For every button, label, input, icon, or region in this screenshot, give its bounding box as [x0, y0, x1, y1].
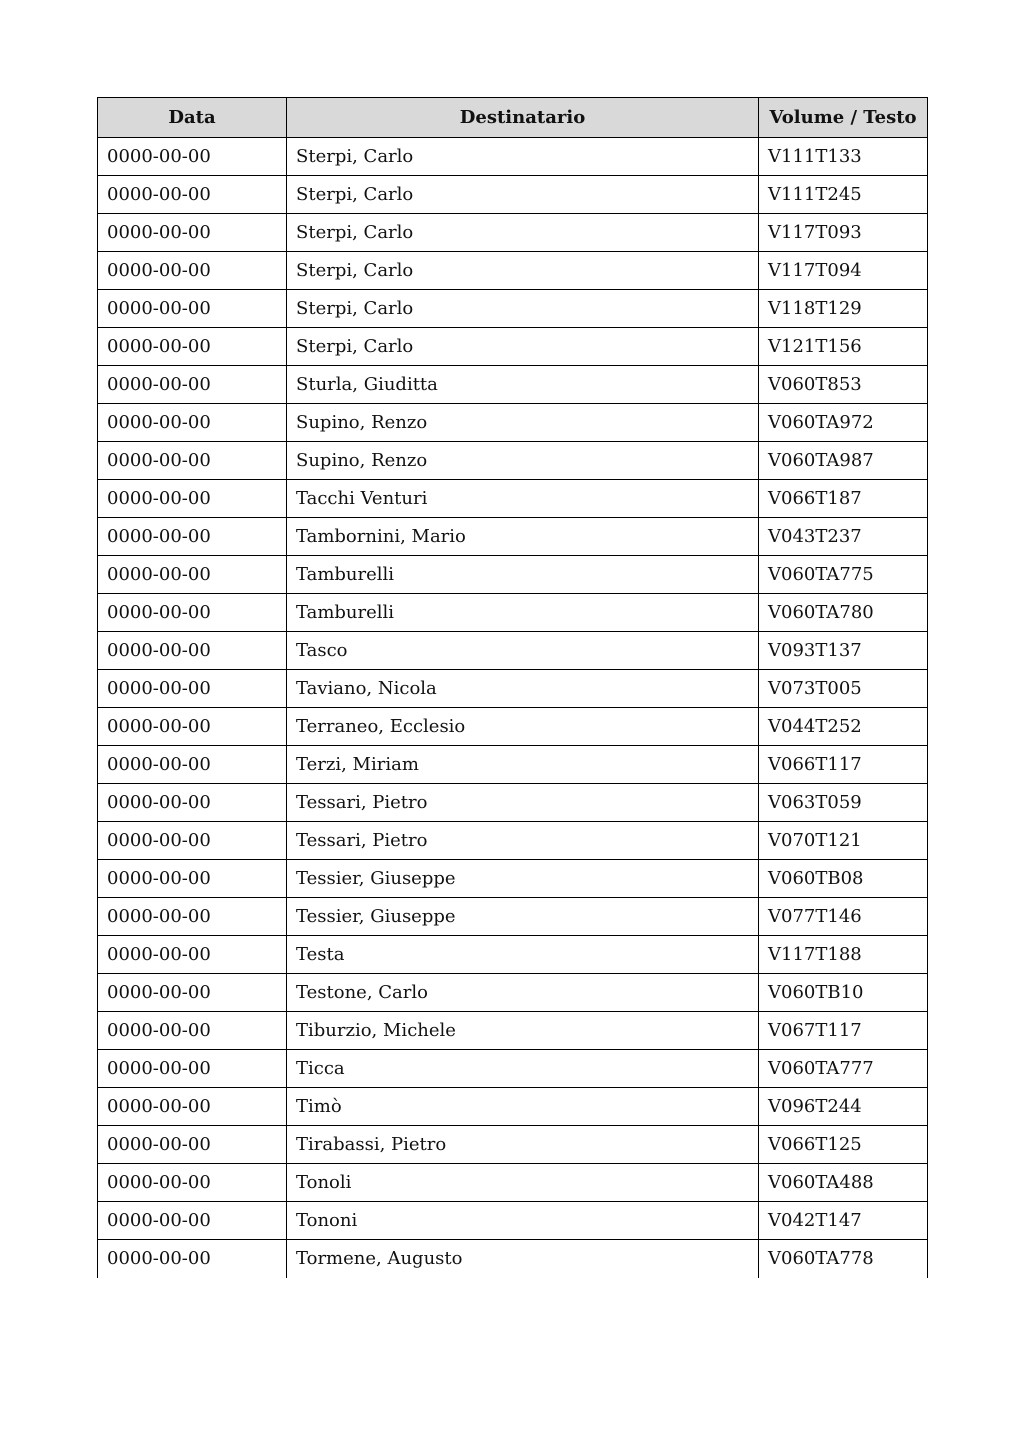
cell-recipient: Tessier, Giuseppe	[287, 898, 759, 936]
table-row	[98, 632, 928, 670]
cell-recipient: Tononi	[287, 1202, 759, 1240]
cell-date: 0000-00-00	[98, 708, 287, 746]
header-date: Data	[98, 98, 287, 138]
header-recipient: Destinatario	[287, 98, 759, 138]
cell-recipient: Tonoli	[287, 1164, 759, 1202]
cell-date: 0000-00-00	[98, 1164, 287, 1202]
cell-recipient: Tessari, Pietro	[287, 784, 759, 822]
table-row	[98, 784, 928, 822]
cell-recipient: Sterpi, Carlo	[287, 214, 759, 252]
cell-recipient: Tacchi Venturi	[287, 480, 759, 518]
cell-volume: V067T117	[759, 1012, 928, 1050]
cell-volume: V117T093	[759, 214, 928, 252]
table-row	[98, 252, 928, 290]
cell-volume: V117T188	[759, 936, 928, 974]
cell-recipient: Tamburelli	[287, 594, 759, 632]
cell-recipient: Terzi, Miriam	[287, 746, 759, 784]
cell-date: 0000-00-00	[98, 404, 287, 442]
table-row	[98, 404, 928, 442]
table-row	[98, 898, 928, 936]
cell-date: 0000-00-00	[98, 480, 287, 518]
cell-date: 0000-00-00	[98, 138, 287, 176]
cell-recipient: Terraneo, Ecclesio	[287, 708, 759, 746]
cell-date: 0000-00-00	[98, 1240, 287, 1278]
cell-recipient: Tessari, Pietro	[287, 822, 759, 860]
table-row	[98, 936, 928, 974]
cell-recipient: Ticca	[287, 1050, 759, 1088]
cell-date: 0000-00-00	[98, 328, 287, 366]
cell-date: 0000-00-00	[98, 176, 287, 214]
cell-date: 0000-00-00	[98, 632, 287, 670]
table-row	[98, 442, 928, 480]
table-row	[98, 176, 928, 214]
table-row	[98, 480, 928, 518]
cell-volume: V060TA488	[759, 1164, 928, 1202]
table-row	[98, 1240, 928, 1278]
cell-volume: V077T146	[759, 898, 928, 936]
cell-recipient: Sterpi, Carlo	[287, 138, 759, 176]
cell-volume: V121T156	[759, 328, 928, 366]
cell-recipient: Supino, Renzo	[287, 404, 759, 442]
cell-volume: V043T237	[759, 518, 928, 556]
cell-volume: V060TA775	[759, 556, 928, 594]
cell-volume: V096T244	[759, 1088, 928, 1126]
cell-recipient: Tirabassi, Pietro	[287, 1126, 759, 1164]
cell-volume: V060TB08	[759, 860, 928, 898]
table-row	[98, 138, 928, 176]
table-row	[98, 366, 928, 404]
cell-volume: V066T117	[759, 746, 928, 784]
cell-date: 0000-00-00	[98, 214, 287, 252]
cell-recipient: Testa	[287, 936, 759, 974]
cell-date: 0000-00-00	[98, 784, 287, 822]
table-row	[98, 860, 928, 898]
cell-date: 0000-00-00	[98, 974, 287, 1012]
cell-date: 0000-00-00	[98, 1126, 287, 1164]
cell-volume: V063T059	[759, 784, 928, 822]
cell-recipient: Sterpi, Carlo	[287, 290, 759, 328]
cell-volume: V111T245	[759, 176, 928, 214]
cell-date: 0000-00-00	[98, 1050, 287, 1088]
cell-date: 0000-00-00	[98, 252, 287, 290]
cell-volume: V093T137	[759, 632, 928, 670]
cell-date: 0000-00-00	[98, 518, 287, 556]
table-row	[98, 1202, 928, 1240]
table-row	[98, 290, 928, 328]
cell-volume: V117T094	[759, 252, 928, 290]
table-row	[98, 328, 928, 366]
cell-date: 0000-00-00	[98, 556, 287, 594]
cell-recipient: Tamburelli	[287, 556, 759, 594]
cell-volume: V066T187	[759, 480, 928, 518]
table-row	[98, 1126, 928, 1164]
cell-date: 0000-00-00	[98, 746, 287, 784]
cell-volume: V060TA778	[759, 1240, 928, 1278]
cell-date: 0000-00-00	[98, 936, 287, 974]
cell-recipient: Sterpi, Carlo	[287, 176, 759, 214]
cell-recipient: Tasco	[287, 632, 759, 670]
cell-date: 0000-00-00	[98, 1202, 287, 1240]
cell-recipient: Sturla, Giuditta	[287, 366, 759, 404]
table-row	[98, 670, 928, 708]
cell-date: 0000-00-00	[98, 822, 287, 860]
table-row	[98, 556, 928, 594]
cell-date: 0000-00-00	[98, 1088, 287, 1126]
cell-volume: V073T005	[759, 670, 928, 708]
cell-volume: V060TB10	[759, 974, 928, 1012]
table-body	[98, 138, 928, 1278]
cell-recipient: Taviano, Nicola	[287, 670, 759, 708]
cell-date: 0000-00-00	[98, 442, 287, 480]
cell-date: 0000-00-00	[98, 290, 287, 328]
table-row	[98, 214, 928, 252]
cell-recipient: Sterpi, Carlo	[287, 328, 759, 366]
cell-volume: V060TA780	[759, 594, 928, 632]
cell-volume: V070T121	[759, 822, 928, 860]
cell-recipient: Timò	[287, 1088, 759, 1126]
cell-date: 0000-00-00	[98, 594, 287, 632]
cell-recipient: Supino, Renzo	[287, 442, 759, 480]
table-row	[98, 594, 928, 632]
header-volume: Volume / Testo	[759, 98, 928, 138]
cell-recipient: Tiburzio, Michele	[287, 1012, 759, 1050]
table-row	[98, 708, 928, 746]
cell-recipient: Testone, Carlo	[287, 974, 759, 1012]
cell-volume: V066T125	[759, 1126, 928, 1164]
cell-volume: V060TA777	[759, 1050, 928, 1088]
cell-volume: V111T133	[759, 138, 928, 176]
table-row	[98, 1164, 928, 1202]
table-row	[98, 518, 928, 556]
cell-recipient: Tessier, Giuseppe	[287, 860, 759, 898]
cell-date: 0000-00-00	[98, 898, 287, 936]
cell-date: 0000-00-00	[98, 1012, 287, 1050]
cell-date: 0000-00-00	[98, 860, 287, 898]
cell-date: 0000-00-00	[98, 670, 287, 708]
table-row	[98, 1050, 928, 1088]
cell-recipient: Tambornini, Mario	[287, 518, 759, 556]
table-row	[98, 1088, 928, 1126]
cell-volume: V060T853	[759, 366, 928, 404]
cell-volume: V118T129	[759, 290, 928, 328]
table-row	[98, 822, 928, 860]
cell-recipient: Sterpi, Carlo	[287, 252, 759, 290]
table-header-row	[98, 98, 928, 138]
cell-volume: V060TA972	[759, 404, 928, 442]
cell-date: 0000-00-00	[98, 366, 287, 404]
cell-volume: V042T147	[759, 1202, 928, 1240]
letters-table	[97, 97, 928, 1278]
cell-recipient: Tormene, Augusto	[287, 1240, 759, 1278]
cell-volume: V044T252	[759, 708, 928, 746]
cell-volume: V060TA987	[759, 442, 928, 480]
table-row	[98, 1012, 928, 1050]
table-row	[98, 974, 928, 1012]
table-row	[98, 746, 928, 784]
